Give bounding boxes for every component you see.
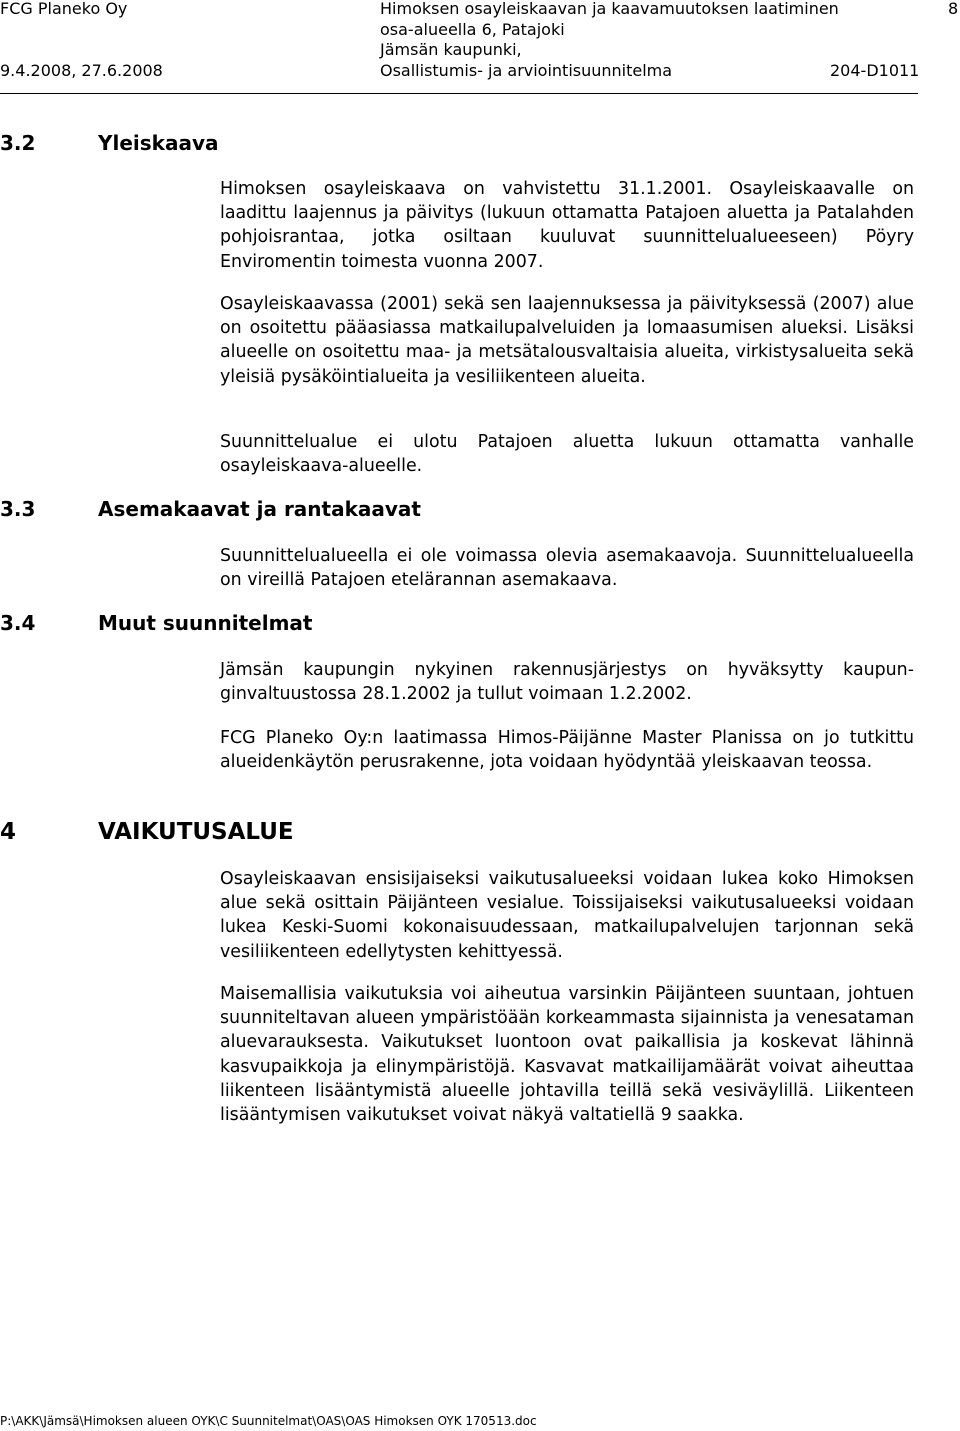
paragraph: Maisemallisia vaikutuksia voi aiheutua varsinkin Päijänteen suuntaan, johtuen suunniteltavan alueen ympäristöään korkeammasta sijainnista ja venesataman aluevarauksesta. Vaikutukset luontoon ovat paikallisia ja koskevat lähinnä kasvupaikkoja ja elinympäristöjä. Kasvavat matkailijamäärät voivat aiheuttaa liikenteen lisääntymistä alueelle johtavilla teillä sekä vesiväylillä. Liikenteen lisääntymisen vaikutukset voivat näkyä valtatiellä 9 saakka. xyxy=(220,984,914,1126)
heading-title: Muut suunnitelmat xyxy=(98,611,313,635)
paragraph: Himoksen osayleiskaava on vahvistettu 31.1.2001. Osayleiskaavalle on laadittu laajennus ja päivitys (lukuun ottamatta Patajoen aluetta ja Patalahden pohjoisrantaa, jotka osiltaan kuuluvat suunnittelualueeseen) Pöyry Enviromentin toimesta vuonna 2007. xyxy=(220,179,914,272)
heading-number: 3.4 xyxy=(0,611,36,635)
heading-number: 3.2 xyxy=(0,131,36,155)
header-title-line3: Jämsän kaupunki, xyxy=(380,40,522,59)
heading-number: 3.3 xyxy=(0,497,36,521)
header-company: FCG Planeko Oy xyxy=(0,0,128,18)
header-title-line1: Himoksen osayleiskaavan ja kaavamuutoksen laatiminen xyxy=(380,0,839,18)
footer-file-path: P:\AKK\Jämsä\Himoksen alueen OYK\C Suunnitelmat\OAS\OAS Himoksen OYK 170513.doc xyxy=(0,1414,537,1428)
heading-3-2 xyxy=(0,131,219,155)
header-doc-code: 204-D1011 xyxy=(830,61,920,80)
page-number: 8 xyxy=(948,0,959,18)
heading-title: Yleiskaava xyxy=(98,131,219,155)
header-title-line2: osa-alueella 6, Patajoki xyxy=(380,20,565,39)
paragraph: Osayleiskaavassa (2001) sekä sen laajennuksessa ja päivityksessä (2007) alue on osoitettu pääasiassa matkailupalveluiden ja lomaasumisen alueksi. Lisäksi alueelle on osoitettu maa- ja metsätalousvaltaisia alueita, virkistysalueita sekä yleisiä pysäköintialueita ja vesiliikenteen alueita. xyxy=(220,294,914,387)
paragraph: Suunnittelualue ei ulotu Patajoen aluetta lukuun ottamatta vanhalle osayleiskaava-alueelle. xyxy=(220,432,914,477)
header-dates: 9.4.2008, 27.6.2008 xyxy=(0,61,163,80)
header-divider xyxy=(0,93,918,94)
heading-3-4 xyxy=(0,611,313,635)
heading-number: 4 xyxy=(0,819,17,845)
paragraph: Osayleiskaavan ensisijaiseksi vaikutusalueeksi voidaan lukea koko Himoksen alue sekä osittain Päijänteen vesialue. Toissijaiseksi vaikutusalueeksi voidaan lukea Keski-Suomi kokonaisuudessaan, matkailupalvelujen tarjonnan sekä vesiliikenteen edellytysten kehittyessä. xyxy=(220,869,914,962)
paragraph: Suunnittelualueella ei ole voimassa olevia asemakaavoja. Suunnittelualueella on vireillä Patajoen etelärannan asemakaava. xyxy=(220,546,914,591)
heading-title: VAIKUTUSALUE xyxy=(98,819,294,845)
heading-4 xyxy=(0,818,294,846)
paragraph: Jämsän kaupungin nykyinen rakennusjärjestys on hyväksytty kaupunginvaltuustossa 28.1.2002 ja tullut voimaan 1.2.2002. xyxy=(220,660,914,705)
header-title-line4: Osallistumis- ja arviointisuunnitelma xyxy=(380,61,673,80)
paragraph: FCG Planeko Oy:n laatimassa Himos-Päijänne Master Planissa on jo tutkittu alueidenkäytön perusrakenne, jota voidaan hyödyntää yleiskaavan teossa. xyxy=(220,728,914,773)
heading-3-3 xyxy=(0,497,421,521)
heading-title: Asemakaavat ja rantakaavat xyxy=(98,497,421,521)
